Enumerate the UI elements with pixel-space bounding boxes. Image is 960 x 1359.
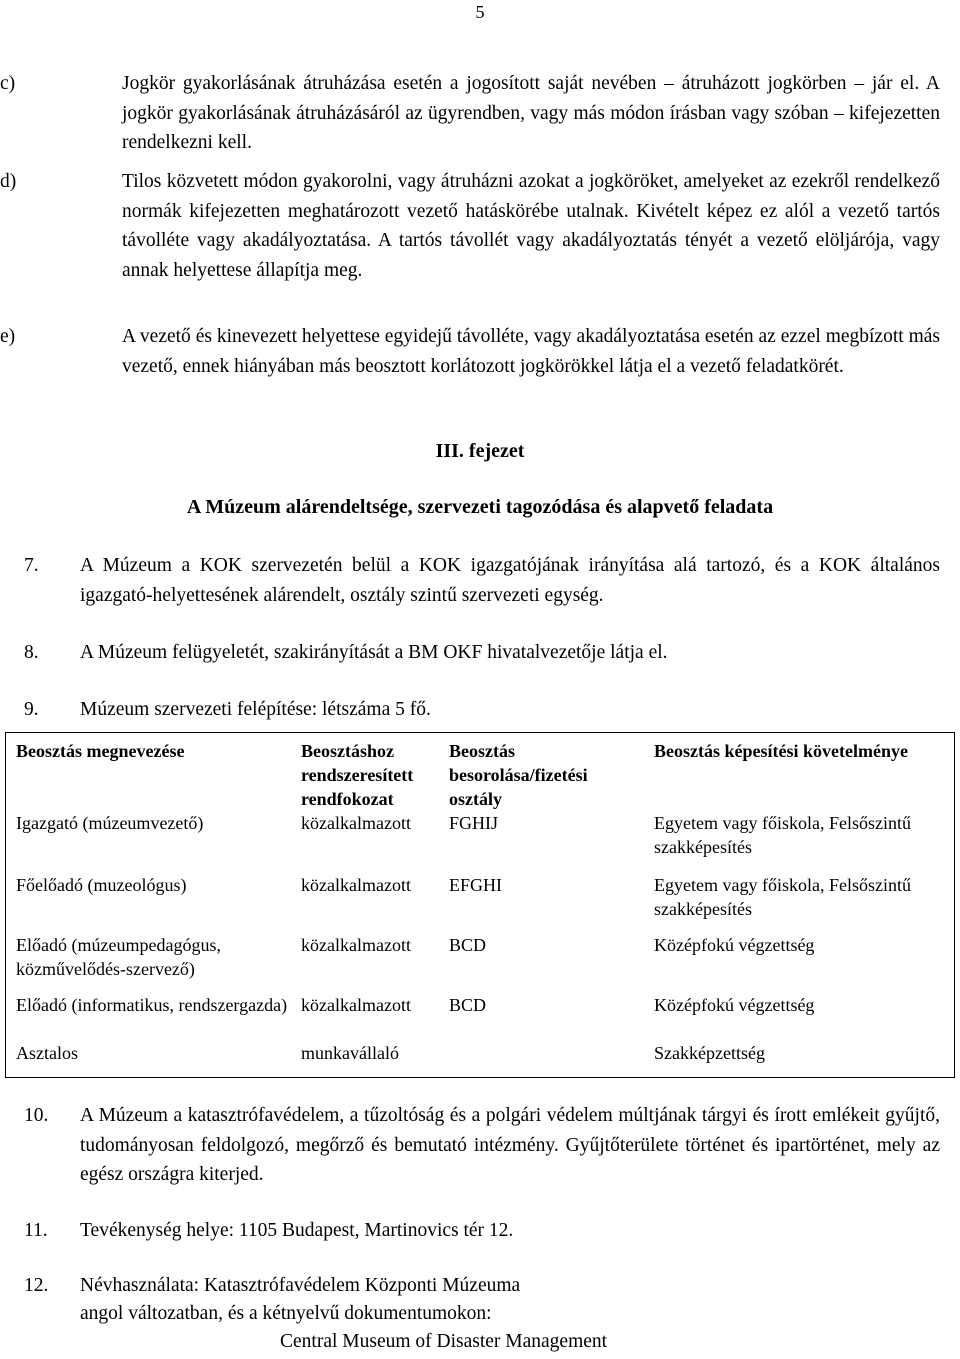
numbered-item-11 [24,1216,940,1246]
table-row [6,933,955,993]
table-cell: közalkalmazott [301,875,411,895]
table-header: Beosztáshoz rendszeresített rendfokozat [301,741,414,809]
table-header: Beosztás képesítési követelménye [654,741,908,761]
list-text: Tilos közvetett módon gyakorolni, vagy átruházni azokat a jogköröket, amelyeket az ezekről rendelkező normák kifejezetten meghatározott vezető hatáskörébe utalnak. Kivételt képez ez alól a vezető tartós távolléte vagy akadályoztatása. A tartós távollét vagy akadályoztatás tényét a vezető elöljárója, vagy annak helyettese állapítja meg. [122,171,940,281]
list-label: e) [0,326,16,347]
table-cell [439,1041,644,1077]
item-text-line: Névhasználata: Katasztrófavédelem Központi Múzeuma [80,1275,521,1296]
item-text: Tevékenység helye: 1105 Budapest, Martinovics tér 12. [80,1220,514,1241]
table-cell: Egyetem vagy főiskola, Felsőszintű szakképesítés [654,875,911,919]
table-header: Beosztás besorolása/fizetési osztály [449,741,588,809]
item-number: 8. [24,642,39,663]
list-label: d) [0,171,17,192]
page-number: 5 [475,2,485,22]
item-text: A Múzeum a katasztrófavédelem, a tűzoltóság és a polgári védelem múltjának tárgyi és írott emlékeit gyűjtő, tudományosan feldolgozó, megőrző és bemutató intézmény. Gyűjtőterülete történet és ipartörténet, mely az egész országra kiterjed. [80,1105,940,1185]
item-text-line: angol változatban, és a kétnyelvű dokumentumokon: [80,1303,492,1324]
table-cell: Főelőadó (muzeológus) [16,875,187,895]
chapter-title: III. fejezet [435,440,525,462]
table-row [6,811,955,873]
table-cell: Igazgató (múzeumvezető) [16,813,204,833]
list-text: A vezető és kinevezett helyettese egyidejű távolléte, vagy akadályoztatása esetén az ezzel megbízott más vezető, ennek hiányában más beosztott korlátozott jogkörökkel látja el a vezető feladatkörét. [122,326,940,377]
table-cell: munkavállaló [301,1043,399,1063]
table-header: Beosztás megnevezése [16,741,185,761]
list-item-e [0,322,940,381]
table-cell: Középfokú végzettség [654,995,815,1015]
numbered-item-12 [24,1272,940,1356]
table-cell: EFGHI [449,875,502,895]
item-text-line: Central Museum of Disaster Management [280,1331,608,1352]
item-text: A Múzeum felügyeletét, szakirányítását a BM OKF hivatalvezetője látja el. [80,642,668,663]
list-item-c [0,69,940,158]
item-number: 9. [24,699,39,720]
table-cell: Előadó (múzeumpedagógus, közművelődés-szervező) [16,935,221,979]
table-cell: Asztalos [16,1043,78,1063]
list-item-d [0,167,940,285]
list-label: c) [0,73,16,94]
chapter-subtitle: A Múzeum alárendeltsége, szervezeti tagozódása és alapvető feladata [186,496,774,518]
table-cell: Előadó (informatikus, rendszergazda) [16,995,288,1015]
item-number: 10. [24,1105,49,1126]
table-header-row [6,733,955,812]
item-number: 12. [24,1275,49,1296]
table-cell: FGHIJ [449,813,499,833]
table-row [6,873,955,933]
table-cell: Egyetem vagy főiskola, Felsőszintű szakképesítés [654,813,911,857]
item-number: 11. [24,1220,48,1241]
item-text: Múzeum szervezeti felépítése: létszáma 5 fő. [80,699,431,720]
numbered-item-8 [24,638,940,668]
numbered-item-10 [24,1101,940,1190]
staff-table [5,732,955,1078]
numbered-item-7 [24,551,940,610]
table-cell: Középfokú végzettség [654,935,815,955]
table-row [6,993,955,1041]
list-text: Jogkör gyakorlásának átruházása esetén a jogosított saját nevében – átruházott jogkörben – jár el. A jogkör gyakorlásának átruházásáról az ügyrendben, vagy más módon írásban vagy szóban – kifejezetten rendelkezni kell. [122,73,940,153]
table-cell: közalkalmazott [301,813,411,833]
table-row [6,1041,955,1077]
table-cell: BCD [449,995,487,1015]
table-cell: közalkalmazott [301,995,411,1015]
item-text: A Múzeum a KOK szervezetén belül a KOK igazgatójának irányítása alá tartozó, és a KOK általános igazgató-helyettesének alárendelt, osztály szintű szervezeti egység. [80,555,940,606]
table-cell: Szakképzettség [654,1043,765,1063]
table-cell: BCD [449,935,487,955]
numbered-item-9 [24,695,940,725]
item-number: 7. [24,555,39,576]
table-cell: közalkalmazott [301,935,411,955]
